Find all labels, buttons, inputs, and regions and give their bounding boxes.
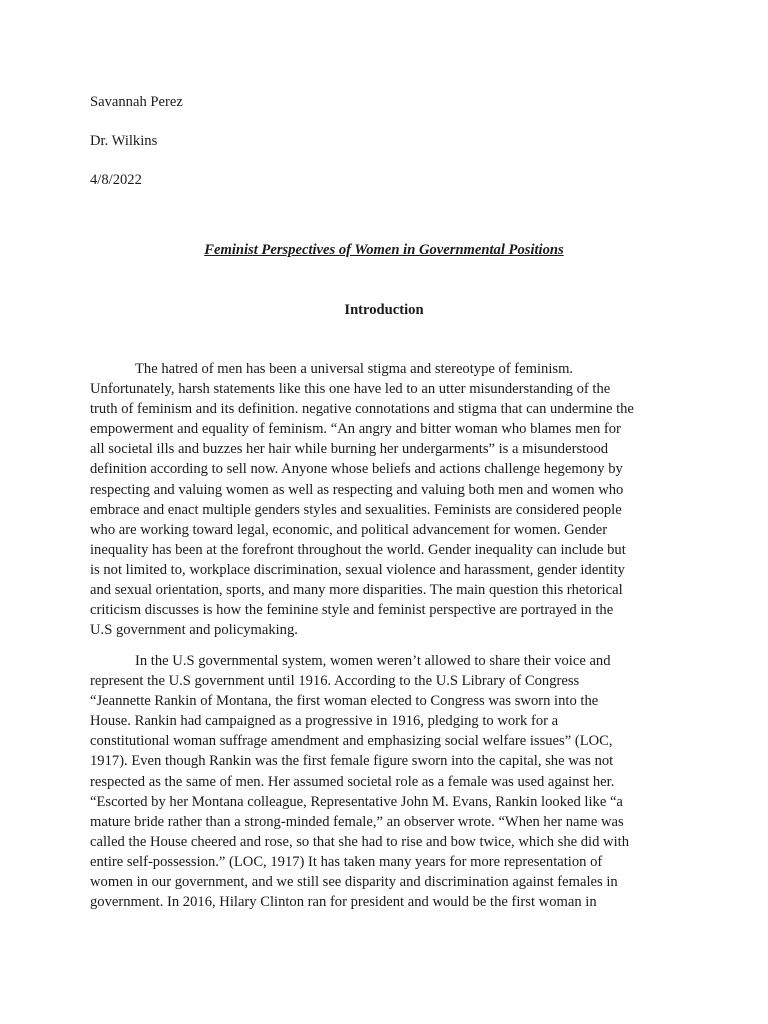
instructor-name: Dr. Wilkins: [90, 133, 158, 149]
paragraph-line: Unfortunately, harsh statements like this one have led to an utter misunderstanding of the: [90, 381, 611, 398]
paragraph-line: In the U.S governmental system, women weren’t allowed to share their voice and: [135, 653, 611, 669]
paragraph-2: [90, 651, 690, 912]
paragraph-line: called the House cheered and rose, so that she had to rise and bow twice, which she did with: [90, 833, 629, 850]
paragraph-line: “Escorted by her Montana colleague, Representative John M. Evans, Rankin looked like “a: [90, 793, 623, 810]
paragraph-line: 1917). Even though Rankin was the first female figure sworn into the capital, she was not: [90, 753, 614, 770]
paragraph-line: respecting and valuing women as well as respecting and valuing both men and women who: [90, 481, 624, 498]
paragraph-line: represent the U.S government until 1916. According to the U.S Library of Congress: [90, 673, 580, 690]
paragraph-line: House. Rankin had campaigned as a progressive in 1916, pledging to work for a: [90, 713, 559, 730]
paragraph-line: criticism discusses is how the feminine style and feminist perspective are portrayed in the: [90, 602, 614, 619]
paragraph-line: empowerment and equality of feminism. “An angry and bitter woman who blames men for: [90, 421, 621, 438]
document-date: 4/8/2022: [90, 172, 142, 188]
paragraph-1: [90, 359, 690, 640]
document-title: Feminist Perspectives of Women in Governmental Positions: [204, 242, 564, 258]
paragraph-line: inequality has been at the forefront throughout the world. Gender inequality can include but: [90, 541, 626, 558]
paragraph-line: embrace and enact multiple genders styles and sexualities. Feminists are considered people: [90, 501, 622, 518]
paragraph-line: all societal ills and buzzes her hair while burning her undergarments” is a misunderstood: [90, 441, 609, 458]
student-name: Savannah Perez: [90, 94, 183, 110]
section-heading-introduction: Introduction: [344, 302, 424, 318]
paragraph-line: entire self-possession.” (LOC, 1917) It has taken many years for more representation of: [90, 853, 603, 870]
paragraph-line: U.S government and policymaking.: [90, 622, 298, 639]
paragraph-line: respected as the same of men. Her assumed societal role as a female was used against her.: [90, 773, 615, 790]
paragraph-line: and sexual orientation, sports, and many more disparities. The main question this rhetorical: [90, 582, 623, 599]
paragraph-line: is not limited to, workplace discrimination, sexual violence and harassment, gender identity: [90, 561, 625, 578]
paragraph-line: truth of feminism and its definition. negative connotations and stigma that can undermine the: [90, 401, 634, 418]
paragraph-line: women in our government, and we still see disparity and discrimination against females in: [90, 874, 618, 891]
paragraph-line: mature bride rather than a strong-minded female,” an observer wrote. “When her name was: [90, 813, 624, 830]
paragraph-line: constitutional woman suffrage amendment and emphasizing social welfare issues” (LOC,: [90, 733, 613, 750]
paragraph-line: government. In 2016, Hilary Clinton ran for president and would be the first woman in: [90, 894, 597, 911]
paragraph-line: who are working toward legal, economic, and political advancement for women. Gender: [90, 521, 608, 538]
paragraph-line: “Jeannette Rankin of Montana, the first woman elected to Congress was sworn into the: [90, 693, 599, 710]
paragraph-line: The hatred of men has been a universal stigma and stereotype of feminism.: [135, 361, 574, 377]
paragraph-line: definition according to sell now. Anyone whose beliefs and actions challenge hegemony by: [90, 461, 623, 478]
